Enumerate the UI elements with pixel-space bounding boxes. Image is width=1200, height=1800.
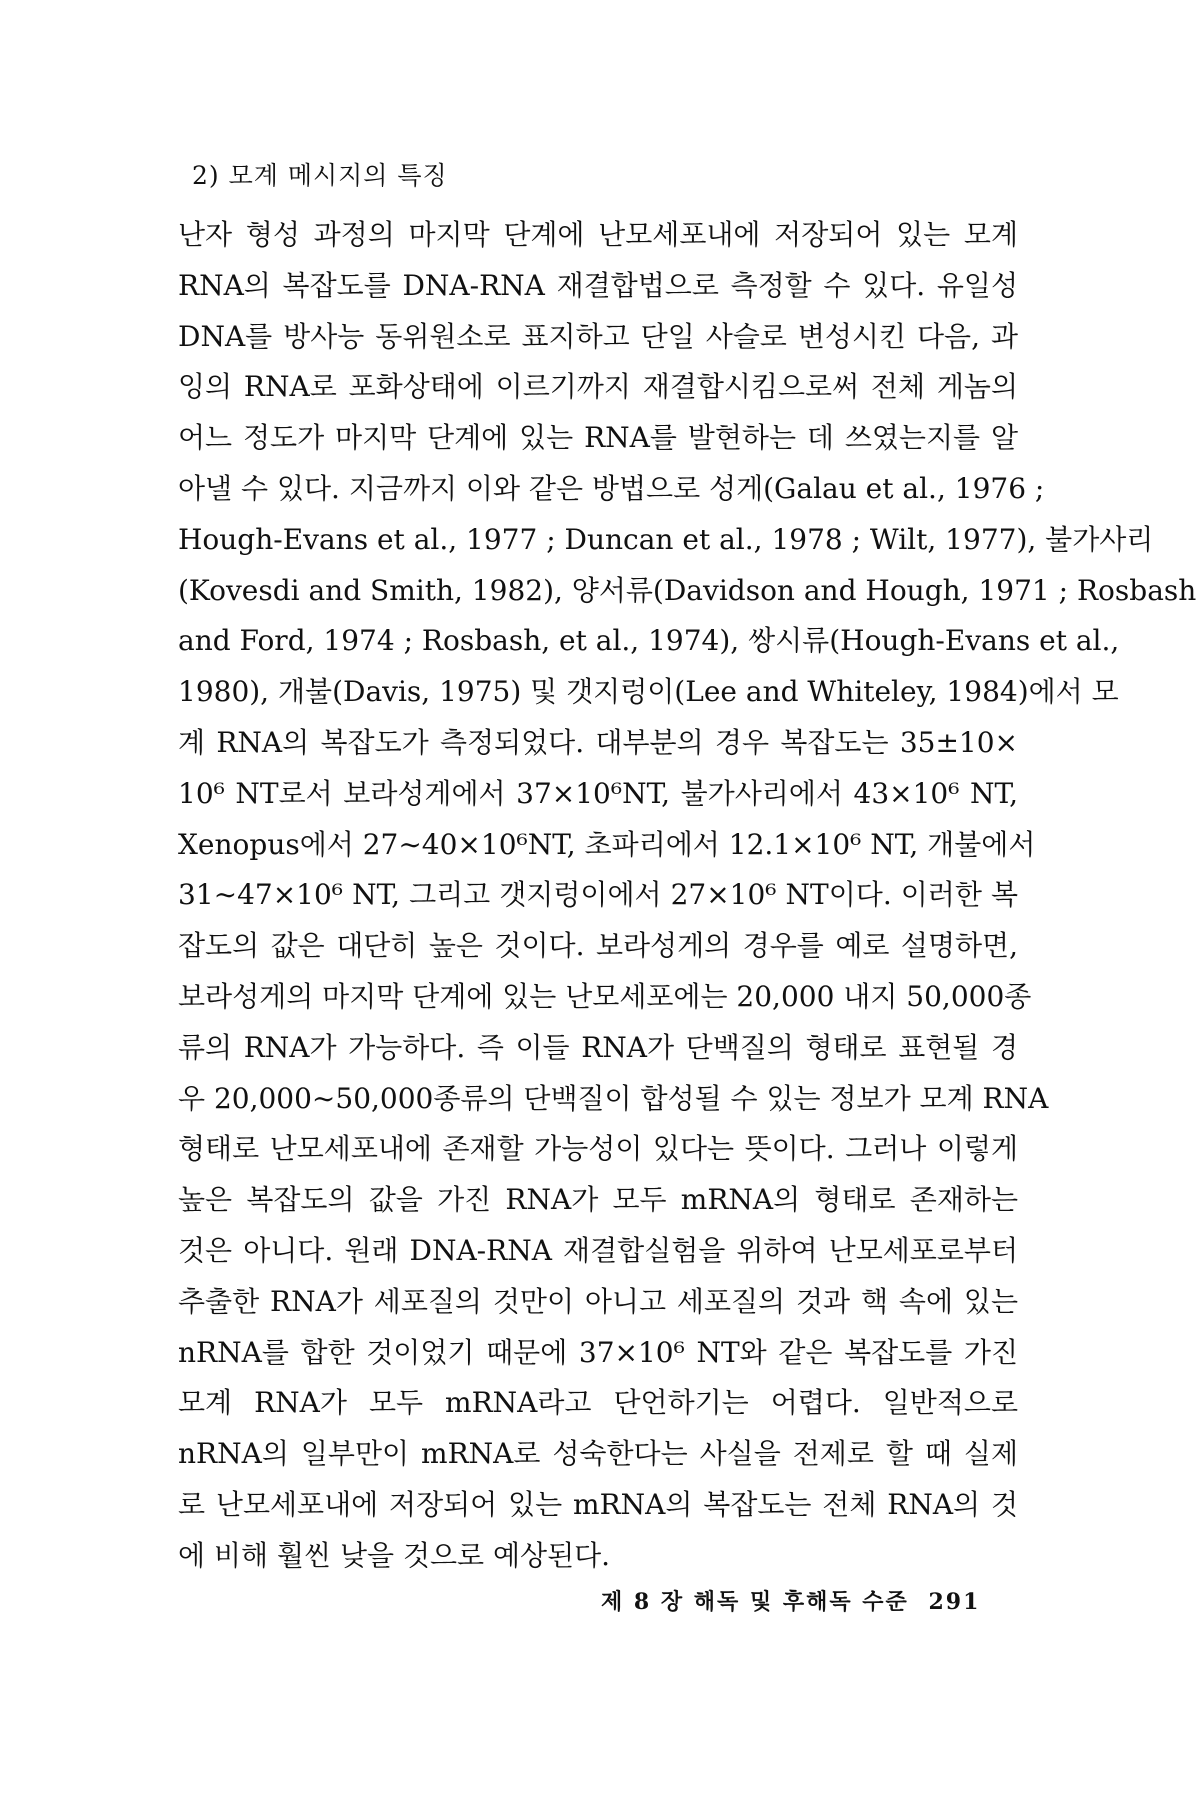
body-line: 것은 아니다. 원래 DNA-RNA 재결합실험을 위하여 난모세포로부터 <box>178 1233 1018 1267</box>
body-line: DNA를 방사능 동위원소로 표지하고 단일 사슬로 변성시킨 다음, 과 <box>178 319 1018 353</box>
body-line: 형태로 난모세포내에 존재할 가능성이 있다는 뜻이다. 그러나 이렇게 <box>178 1132 1018 1166</box>
body-line: 우 20,000∼50,000종류의 단백질이 합성될 수 있는 정보가 모계 RNA <box>178 1081 1049 1115</box>
body-line: Xenopus에서 27∼40×10⁶NT, 초파리에서 12.1×10⁶ NT, 개불에서 <box>178 827 1036 861</box>
section-heading: 2) 모계 메시지의 특징 <box>192 161 448 190</box>
body-line: and Ford, 1974 ; Rosbash, et al., 1974), 쌍시류(Hough-Evans et al., <box>178 624 1120 658</box>
body-line: 계 RNA의 복잡도가 측정되었다. 대부분의 경우 복잡도는 35±10× <box>178 725 1018 759</box>
body-line: 아낼 수 있다. 지금까지 이와 같은 방법으로 성게(Galau et al., 1976 ; <box>178 471 1045 505</box>
body-line: 10⁶ NT로서 보라성게에서 37×10⁶NT, 불가사리에서 43×10⁶ NT, <box>178 776 1018 810</box>
body-line: 로 난모세포내에 저장되어 있는 mRNA의 복잡도는 전체 RNA의 것 <box>178 1487 1018 1521</box>
body-line: nRNA를 합한 것이었기 때문에 37×10⁶ NT와 같은 복잡도를 가진 <box>178 1335 1018 1369</box>
body-line: Hough-Evans et al., 1977 ; Duncan et al., 1978 ; Wilt, 1977), 불가사리 <box>178 522 1154 556</box>
body-line: 잉의 RNA로 포화상태에 이르기까지 재결합시킴으로써 전체 게놈의 <box>178 370 1018 404</box>
body-line: 어느 정도가 마지막 단계에 있는 RNA를 발현하는 데 쓰였는지를 알 <box>178 421 1018 455</box>
body-line: 보라성게의 마지막 단계에 있는 난모세포에는 20,000 내지 50,000종 <box>178 979 1032 1013</box>
body-line: 모계 RNA가 모두 mRNA라고 단언하기는 어렵다. 일반적으로 <box>178 1386 1018 1420</box>
body-line: nRNA의 일부만이 mRNA로 성숙한다는 사실을 전제로 할 때 실제 <box>178 1437 1018 1471</box>
body-line: 추출한 RNA가 세포질의 것만이 아니고 세포질의 것과 핵 속에 있는 <box>178 1284 1018 1318</box>
body-text <box>178 210 1197 1582</box>
body-line: 류의 RNA가 가능하다. 즉 이들 RNA가 단백질의 형태로 표현될 경 <box>178 1030 1018 1064</box>
body-line: (Kovesdi and Smith, 1982), 양서류(Davidson and Hough, 1971 ; Rosbash <box>178 573 1197 607</box>
body-line: RNA의 복잡도를 DNA-RNA 재결합법으로 측정할 수 있다. 유일성 <box>178 268 1018 302</box>
body-line: 높은 복잡도의 값을 가진 RNA가 모두 mRNA의 형태로 존재하는 <box>178 1183 1018 1217</box>
body-line: 31∼47×10⁶ NT, 그리고 갯지렁이에서 27×10⁶ NT이다. 이러한 복 <box>178 878 1018 912</box>
page-footer <box>601 1587 980 1617</box>
body-line: 잡도의 값은 대단히 높은 것이다. 보라성게의 경우를 예로 설명하면, <box>178 929 1018 963</box>
body-line: 에 비해 훨씬 낮을 것으로 예상된다. <box>178 1538 611 1572</box>
body-line: 1980), 개불(Davis, 1975) 및 갯지렁이(Lee and Whiteley, 1984)에서 모 <box>178 675 1119 709</box>
page-number: 291 <box>928 1589 981 1615</box>
body-line: 난자 형성 과정의 마지막 단계에 난모세포내에 저장되어 있는 모계 <box>178 218 1018 251</box>
chapter-label: 제 8 장 해독 및 후해독 수준 <box>601 1589 909 1615</box>
